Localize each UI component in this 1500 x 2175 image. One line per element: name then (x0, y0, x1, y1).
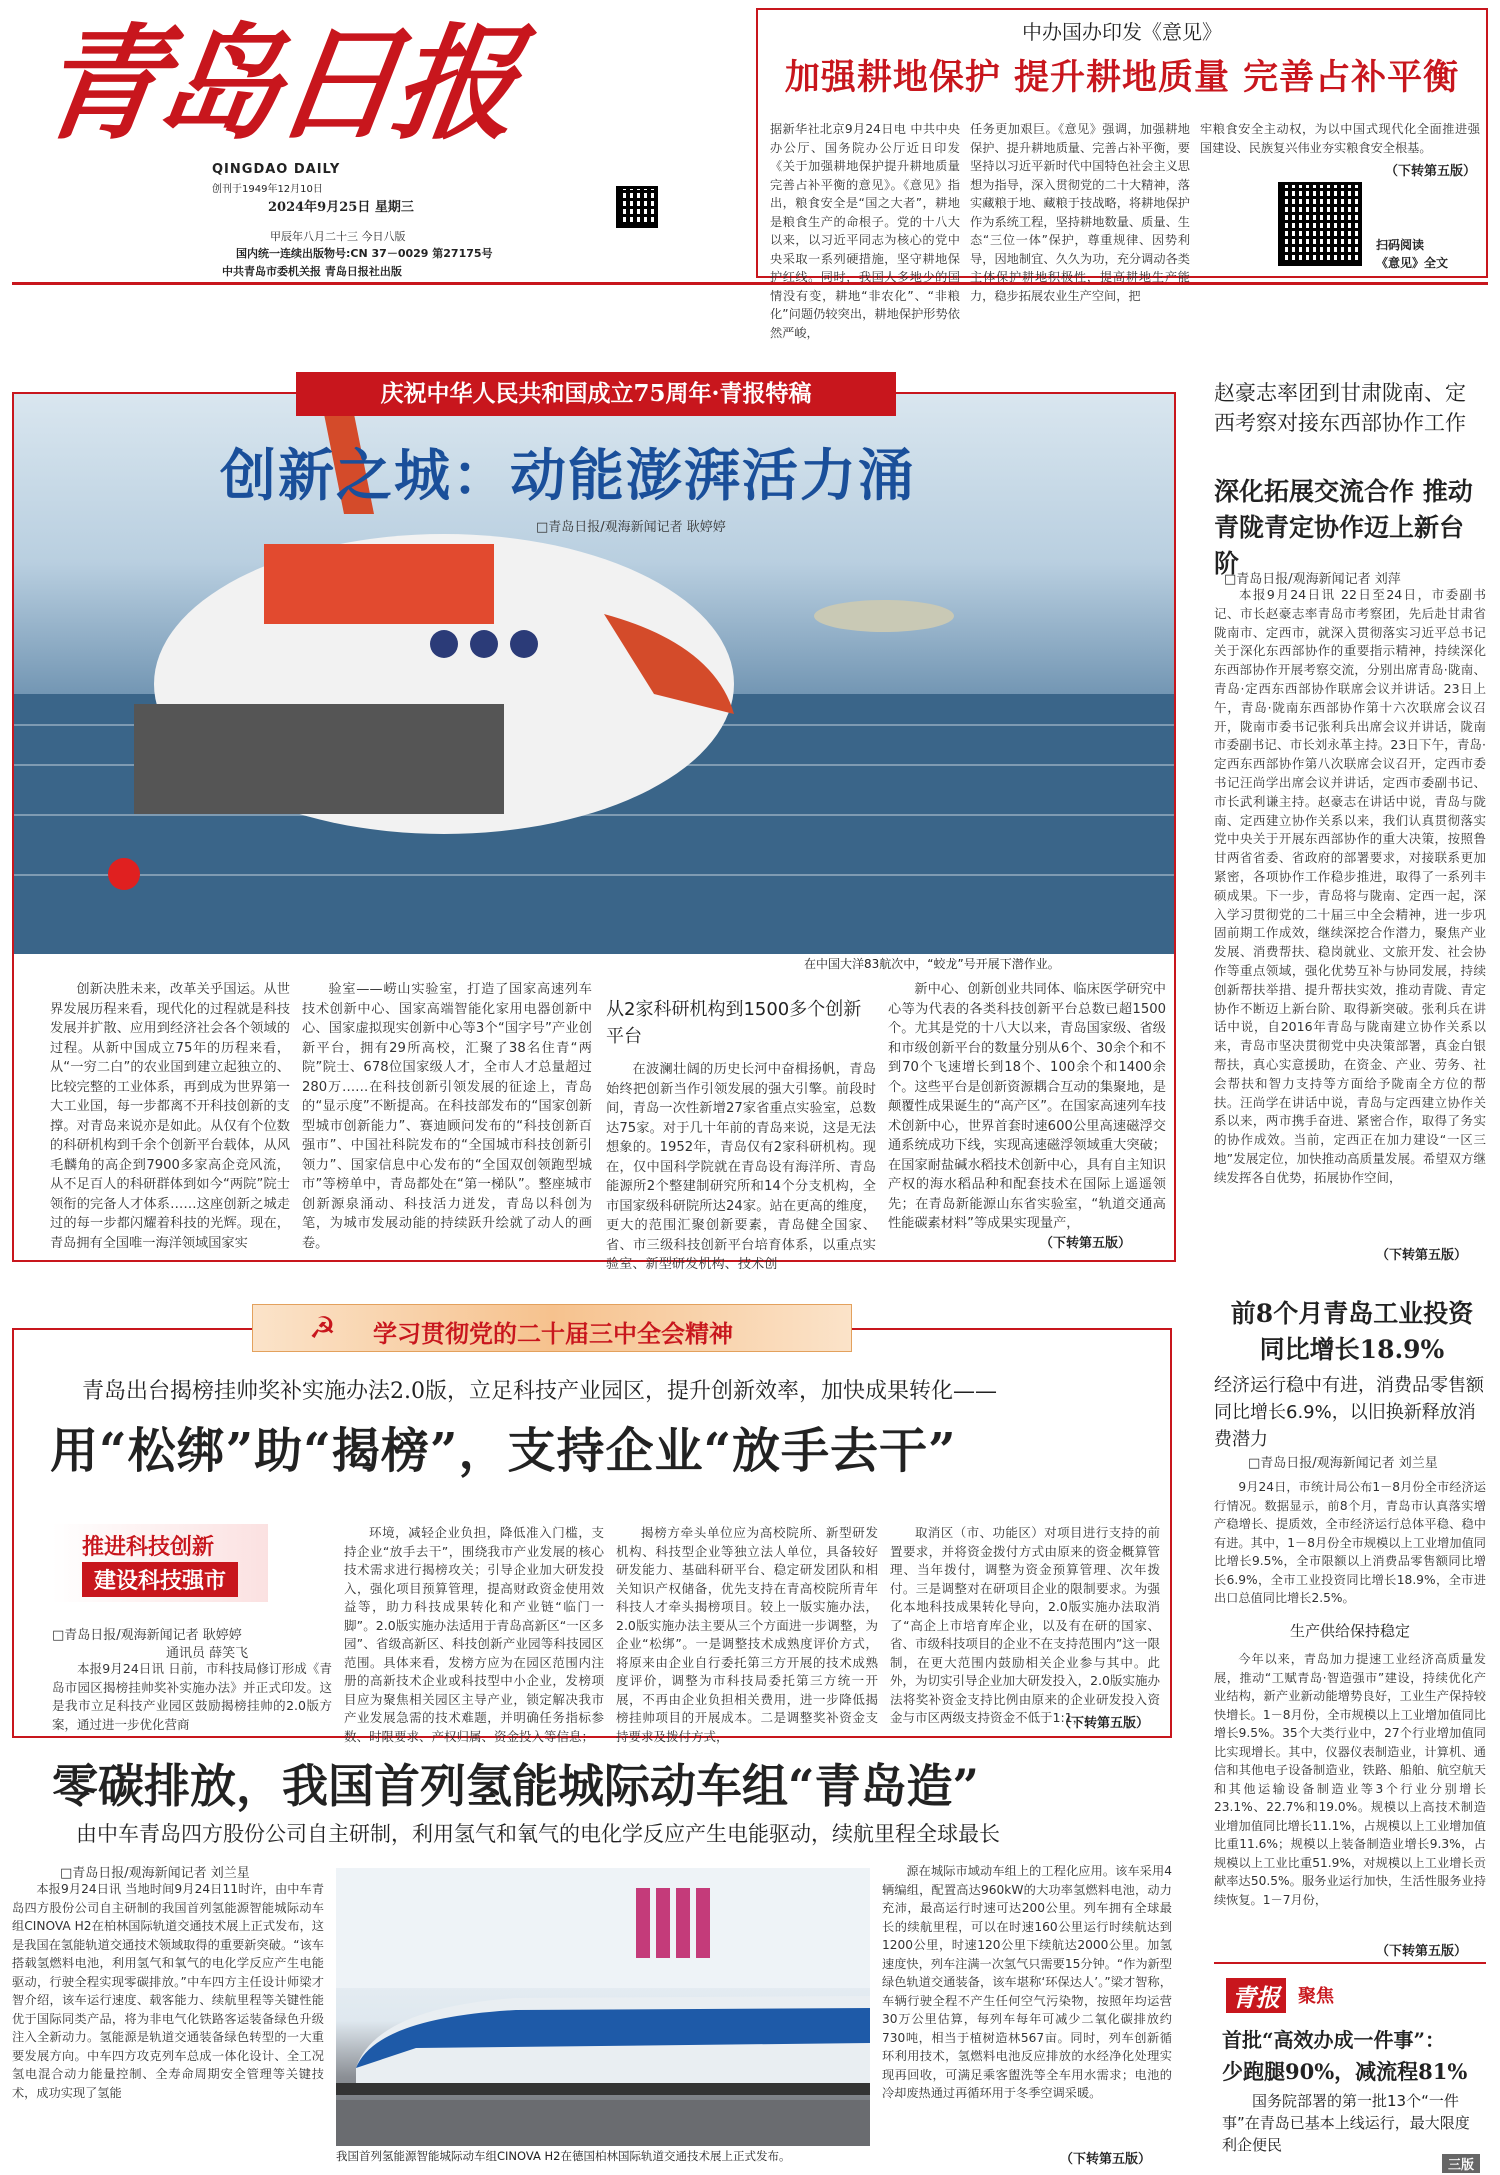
feature-subhead: 从2家科研机构到1500多个创新平台 (606, 999, 862, 1047)
focus-title2[interactable]: 少跑腿90%，减流程81% (1222, 2059, 1468, 2084)
section2-col1: 本报9月24日讯 日前，市科技局修订形成《青岛市园区揭榜挂帅奖补实施办法》并正式印发。这是我市立足科技产业园区鼓励揭榜挂帅的2.0版方案，通过进一步优化营商 (52, 1661, 332, 1732)
section3-title[interactable]: 零碳排放，我国首列氢能城际动车组“青岛造” (52, 1759, 979, 1813)
right1-pre: 赵豪志率团到甘肃陇南、定西考察对接东西部协作工作 (1214, 381, 1466, 435)
section2-banner (252, 1304, 852, 1352)
masthead-lunar: 甲辰年八月二十三 今日八版 (270, 230, 406, 243)
right2-body2: 今年以来，青岛加力提速工业经济高质量发展，推动“工赋青岛·智造强市”建设，持续优化产业结构，新产业新动能增势良好，工业生产保持较快增长。1－8月份，全市规模以上工业增加值同比增长9.5%。35个大类行业中，27个行业增加值同比实现增长。其中，仪器仪表制造业，计算机、通信和其他电子设备制造业，铁路、船舶、航空航天和其他运输设备制造业等3个行业分别增长23.1%、22.7%和19.0%。规模以上高技术制造业增加值同比增长11.1%，占规模以上工业增加值比重11.6%；规模以上装备制造业增长9.3%，占规模以上工业比重51.9%，对规模以上工业增长贡献率达50.5%。服务业运行加快，生活性服务业持续恢复。1－7月份， (1214, 1652, 1486, 1907)
right1-title[interactable]: 深化拓展交流合作 推动青陇青定协作迈上新台阶 (1214, 477, 1473, 578)
right2-more[interactable]: （下转第五版） (1376, 1944, 1468, 1959)
feature-caption: 在中国大洋83航次中，“蛟龙”号开展下潜作业。 (804, 957, 1060, 971)
top-story (756, 8, 1488, 340)
section2-pre: 青岛出台揭榜挂帅奖补实施办法2.0版，立足科技产业园区，提升创新效率，加快成果转化—— (82, 1379, 997, 1404)
section2-badge (52, 1524, 268, 1602)
right1-byline: □青岛日报/观海新闻记者 刘萍 (1224, 572, 1401, 587)
right1-more[interactable]: （下转第五版） (1376, 1248, 1468, 1263)
feature-banner: 庆祝中华人民共和国成立75周年·青报特稿 (296, 372, 896, 416)
right2-title[interactable]: 前8个月青岛工业投资同比增长18.9% (1230, 1299, 1474, 1364)
top-story-title[interactable]: 加强耕地保护 提升耕地质量 完善占补平衡 (784, 57, 1460, 98)
section3-byline: □青岛日报/观海新闻记者 刘兰星 (60, 1866, 250, 1881)
section2-title[interactable]: 用“松绑”助“揭榜”，支持企业“放手去干” (50, 1423, 957, 1479)
section2-byline1: □青岛日报/观海新闻记者 耿婷婷 (52, 1628, 242, 1643)
right2-byline: □青岛日报/观海新闻记者 刘兰星 (1248, 1456, 1438, 1471)
focus-label: 聚焦 (1298, 1986, 1334, 2007)
top-story-qr-label2: 《意见》全文 (1376, 256, 1449, 270)
right2-sub: 经济运行稳中有进，消费品零售额同比增长6.9%，以旧换新释放消费潜力 (1214, 1375, 1484, 1450)
focus-box (1214, 1978, 1486, 2174)
section2-badge2: 建设科技强市 (82, 1562, 238, 1597)
section3-sub: 由中车青岛四方股份公司自主研制，利用氢气和氧气的电化学反应产生电能驱动，续航里程全球最长 (76, 1822, 1000, 1846)
masthead-qr[interactable] (616, 186, 658, 228)
feature-col4: 新中心、创新创业共同体、临床医学研究中心等为代表的各类科技创新平台总数已超1500个。尤其是党的十八大以来，青岛国家级、省级和市级创新平台的数量分别从6个、30余个和不到70个飞速增长到18个、100余个和1400余个。这些平台是创新资源耦合互动的集聚地，是颠覆性成果诞生的“高产区”。在国家高速列车技术创新中心，世界首套时速600公里高速磁浮交通系统成功下线，实现高速磁浮领域重大突破；在国家耐盐碱水稻技术创新中心，具有自主知识产权的海水稻品种和配套技术在国际上遥遥领先；在青岛新能源山东省实验室，“轨道交通高性能碳素材料”等成果实现量产， (888, 982, 1166, 1231)
focus-logo: 青报 (1226, 1978, 1286, 2013)
section3-col2: 源在城际市域动车组上的工程化应用。该车采用4辆编组，配置高达960kW的大功率氢燃料电池，动力充沛，最高运行时速可达200公里。列车拥有全球最长的续航里程，可以在时速160公里运行时续航达到1200公里，时速120公里下续航达2000公里。加氢速度快，列车注满一次氢气只需要15分钟。“作为新型绿色轨道交通装备，该车堪称‘环保达人’。”梁才智称，车辆行驶全程不产生任何空气污染物，按照年均运营30万公里估算，每列车每年可减少二氧化碳排放约730吨，相当于植树造林567亩。同时，列车创新循环利用技术，氢燃料电池反应排放的水经净化处理实现再回收，可满足乘客盥洗等全车用水需求；电池的冷却废热通过再循环用于冬季空调采暖。 (882, 1864, 1172, 2100)
masthead-date: 2024年9月25日 星期三 (268, 200, 414, 215)
section3-col1: 本报9月24日讯 当地时间9月24日11时许，由中车青岛四方股份公司自主研制的我国首列氢能源智能城际动车组CINOVA H2在柏林国际轨道交通技术展上正式发布，这是我国在氢能轨道交通技术领域取得的重要新突破。“该车搭载氢燃料电池，利用氢气和氧气的电化学反应产生电能驱动，行驶全程实现零碳排放。”中车四方主任设计师梁才智介绍，该车运行速度、载客能力、续航里程等关键性能优于国际同类产品，将为非电气化铁路客运装备绿色升级注入全新动力。氢能源是轨道交通装备绿色转型的一大重要发展方向。中车四方攻克列车总成一体化设计、全工况氢电混合动力能量控制、全寿命周期安全管理等关键技术，成功实现了氢能 (12, 1882, 324, 2100)
top-story-col1: 据新华社北京9月24日电 中共中央办公厅、国务院办公厅近日印发《关于加强耕地保护提升耕地质量完善占补平衡的意见》。《意见》指出，粮食安全是“国之大者”，耕地是粮食生产的命根子。党的十八大以来，以习近平同志为核心的党中央采取一系列硬措施，坚守耕地保护红线。同时，我国人多地少的国情没有变，耕地“非农化”、“非粮化”问题仍较突出，耕地保护形势依然严峻， (770, 122, 960, 340)
feature-byline: □青岛日报/观海新闻记者 耿婷婷 (536, 520, 726, 535)
top-story-qr-label1: 扫码阅读 (1376, 238, 1425, 252)
section2-badge1: 推进科技创新 (82, 1534, 215, 1560)
masthead-cn: 国内统一连续出版物号:CN 37－0029 第27175号 (236, 247, 493, 260)
section2-banner-text: 学习贯彻党的二十届三中全会精神 (373, 1319, 733, 1348)
masthead-rule (12, 282, 1488, 285)
masthead-english: QINGDAO DAILY (212, 162, 341, 177)
focus-title1[interactable]: 首批“高效办成一件事”： (1222, 2028, 1446, 2052)
section3-more[interactable]: （下转第五版） (1060, 2152, 1152, 2167)
top-story-kicker: 中办国办印发《意见》 (1022, 20, 1222, 44)
masthead-founded: 创刊于1949年12月10日 (212, 184, 323, 195)
section2-byline2: 通讯员 薛笑飞 (166, 1646, 249, 1661)
right1-body: 本报9月24日讯 22日至24日，市委副书记、市长赵豪志率青岛市考察团，先后赴甘肃省陇南市、定西市，就深入贯彻落实习近平总书记关于深化东西部协作的重要指示精神，持续深化东西部协作开展考察交流，分别出席青岛·陇南、青岛·定西东西部协作联席会议并讲话。23日上午，青岛·陇南东西部协作第十六次联席会议召开，陇南市委书记张利兵出席会议并讲话，陇南市委副书记、市长刘永革主持。23日下午，青岛·定西东西部协作第八次联席会议召开，定西市委书记汪尚学出席会议并讲话，定西市委副书记、市长武利谦主持。赵豪志在讲话中说，青岛与陇南、定西建立协作关系以来，我们认真贯彻落实党中央关于开展东西部协作的重大决策，按照鲁甘两省省委、省政府的部署要求，对接联系更加紧密，各项协作工作稳步推进，取得了一系列丰硕成果。下一步，青岛将与陇南、定西一起，深入学习贯彻党的二十届三中全会精神，进一步巩固前期工作成效，继续深挖合作潜力，聚焦产业发展、消费帮扶、稳岗就业、文旅开发、社会协作等重点领域，强化优势互补与协同发展，持续创新帮扶举措、提升帮扶实效，推动青陇、青定协作不断迈上新台阶、取得新突破。张利兵在讲话中说，自2016年青岛与陇南建立协作关系以来，青岛市坚决贯彻党中央决策部署，真金白银帮扶，真心实意援助，在资金、产业、劳务、社会帮扶和智力支持等方面给予陇南全方位的帮扶。汪尚学在讲话中说，青岛与定西建立协作关系以来，两市携手奋进、紧密合作，取得了务实的协作成效。当前，定西正在加力建设“一区三地”发展定位，加快推动高质量发展。希望双方继续发挥各自优势，拓展协作空间， (1214, 587, 1486, 1185)
newspaper-logo: 青岛日报 (29, 12, 523, 157)
feature-more[interactable]: （下转第五版） (1040, 1236, 1132, 1251)
masthead (29, 10, 740, 215)
train-illustration (336, 1868, 870, 2146)
right2-subhead: 生产供给保持稳定 (1289, 1622, 1410, 1640)
section2-col4: 取消区（市、功能区）对项目进行支持的前置要求，并将资金拨付方式由原来的资金概算管理、当年拨付，调整为资金预算管理、次年拨付。三是调整对在研项目企业的限制要求。为强化本地科技成果转化导向，2.0版实施办法取消了“高企上市培育库企业，以及有在研的国家、省、市级科技项目的企业不在支持范围内”这一限制，在更大范围内鼓励相关企业参与其中。此外，为切实引导企业加大研发投入，2.0版实施办法将奖补资金支持比例由原来的企业研发投入资金与市区两级支持资金不低于1:1， (890, 1525, 1160, 1725)
party-emblem-icon: ☭ (309, 1311, 336, 1346)
right2-body1: 9月24日，市统计局公布1－8月份全市经济运行情况。数据显示，前8个月，青岛市认真落实增产稳增长、提质效，全市经济运行总体平稳、稳中有进。其中，1－8月份全市规模以上工业增加值同比增长9.5%，全市限额以上消费品零售额同比增长6.9%，全市工业投资同比增长18.9%，全市进出口总值同比增长2.5%。 (1214, 1480, 1486, 1605)
feature-col3: 在波澜壮阔的历史长河中奋楫扬帆，青岛始终把创新当作引领发展的强大引擎。前段时间，青岛一次性新增27家省重点实验室，总数达75家。对于几十年前的青岛来说，这是无法想象的。1952年，青岛仅有2家科研机构。现在，仅中国科学院就在青岛设有海洋所、青岛能源所2个整建制研究所和14个分支机构，全市国家级科研院所达24家。站在更高的维度，更大的范围汇聚创新要素，青岛健全国家、省、市三级科技创新平台培育体系，以重点实验室、新型研发机构、技术创 (606, 1062, 876, 1272)
train-photo[interactable] (336, 1868, 870, 2146)
right2-rule (1214, 1962, 1486, 1964)
feature-title[interactable]: 创新之城：动能澎湃活力涌 (220, 443, 916, 509)
top-story-qr[interactable] (1278, 182, 1362, 266)
top-story-col2: 任务更加艰巨。《意见》强调，加强耕地保护、提升耕地质量、完善占补平衡，要坚持以习近平新时代中国特色社会主义思想为指导，深入贯彻党的二十大精神，落实藏粮于地、藏粮于技战略，将耕地保护作为系统工程，坚持耕地数量、质量、生态“三位一体”保护，尊重规律、因势利导，因地制宜、久久为功，充分调动各类主体保护耕地积极性，提高耕地生产能力，稳步拓展农业生产空间，把 (970, 122, 1190, 303)
section2-col3: 揭榜方牵头单位应为高校院所、新型研发机构、科技型企业等独立法人单位，具备较好研发能力、基础科研平台、稳定研发团队和相关知识产权储备，优先支持在青高校院所青年科技人才牵头揭榜项目。较上一版实施办法，2.0版实施办法主要从三个方面进一步调整，为企业“松绑”。一是调整技术成熟度评价方式，将原来由企业自行委托第三方开展的技术成熟度评价，调整为市科技局委托第三方统一开展，不再由企业负担相关费用，进一步降低揭榜挂帅项目的开展成本。二是调整奖补资金支持要求及拨付方式， (616, 1525, 878, 1744)
top-story-col3: 牢粮食安全主动权，为以中国式现代化全面推进强国建设、民族复兴伟业夯实粮食安全根基。 (1200, 122, 1480, 155)
feature-col2: 验室——崂山实验室，打造了国家高速列车技术创新中心、国家高端智能化家用电器创新中心、国家虚拟现实创新中心等3个“国字号”产业创新平台，拥有29所高校，汇聚了38名住青“两院”院士、678位国家级人才，全市人才总量超过280万……在科技创新引领发展的征途上，青岛的“显示度”不断提高。在科技部发布的“国家创新型城市创新能力”、赛迪顾问发布的“科技创新百强市”、中国社科院发布的“全国城市科技创新引领力”、国家信息中心发布的“全国双创领跑型城市”等榜单中，青岛都处在“第一梯队”。整座城市创新源泉涌动、科技活力迸发，青岛以科创为笔，为城市发展动能的持续跃升绘就了动人的画卷。 (302, 982, 592, 1251)
top-story-more[interactable]: （下转第五版） (1384, 164, 1476, 179)
feature-col1: 创新决胜未来，改革关乎国运。从世界发展历程来看，现代化的过程就是科技发展并扩散、应用到经济社会各个领域的过程。从新中国成立75年的历程来看，从“一穷二白”的农业国到建立起独立的、比较完整的工业体系，再到成为世界第一大工业国，每一步都离不开科技创新的支撑。对青岛来说亦是如此。从仅有个位数的科研机构到千余个创新平台载体，从风毛麟角的高企到7900多家高企竞风流，从不足百人的科研群体到如今“两院”院士领衔的完备人才体系……这座创新之城走过的每一步都闪耀着科技的光辉。现在，青岛拥有全国唯一海洋领域国家实 (50, 982, 290, 1251)
section3-caption: 我国首列氢能源智能城际动车组CINOVA H2在德国柏林国际轨道交通技术展上正式发布。 (336, 2149, 791, 2163)
focus-page[interactable]: 三版 (1442, 2154, 1480, 2173)
section2-more[interactable]: （下转第五版） (1058, 1716, 1150, 1731)
masthead-sponsor: 中共青岛市委机关报 青岛日报社出版 (222, 265, 402, 278)
focus-body: 国务院部署的第一批13个“一件事”在青岛已基本上线运行，最大限度利企便民 (1222, 2092, 1470, 2154)
section2-col2: 环境，减轻企业负担，降低准入门槛，支持企业“放手去干”，围绕我市产业发展的核心技术需求进行揭榜攻关；引导企业加大研发投入，强化项目预算管理，提高财政资金使用效益等，助力科技成果转化和产业链“临门一脚”。2.0版实施办法适用于青岛高新区“一区多园”、省级高新区、科技创新产业园等科技园区范围。具体来看，发榜方应为在园区范围内注册的高新技术企业或科技型中小企业，发榜项目应为聚焦相关园区主导产业，锁定解决我市产业发展急需的技术难题，并明确任务指标参数、时限要求、产权归属、资金投入等信息； (344, 1525, 604, 1744)
